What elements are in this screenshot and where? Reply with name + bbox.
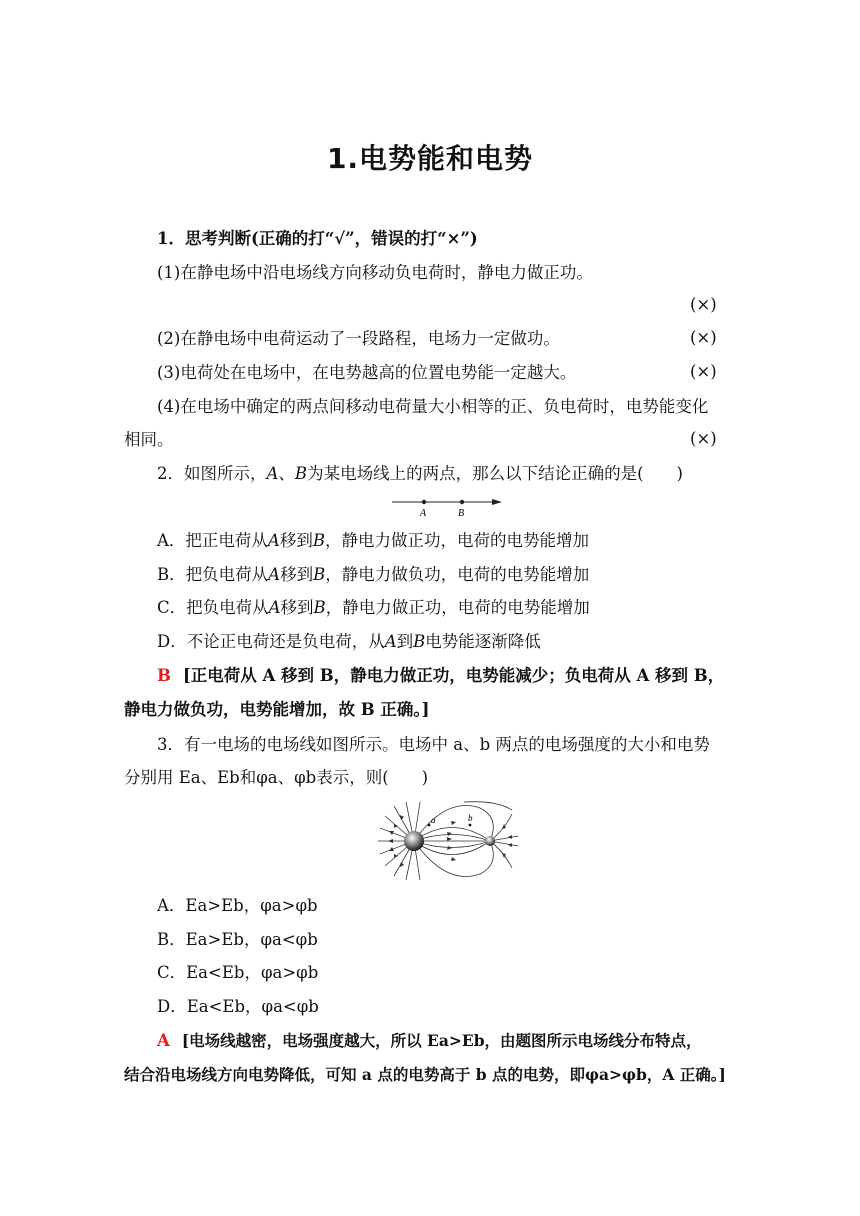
q2-option-a-part2: 移到 [279, 531, 313, 550]
q2-option-b-part3: ，静电力做负功，电荷的电势能增加 [325, 565, 590, 584]
q2-stem-pre: 2．如图所示， [157, 464, 267, 483]
page-title: 1.电势能和电势 [326, 142, 534, 175]
q2-option-d-part2: 到 [396, 632, 414, 651]
q1-item-3-mark: (×) [690, 362, 717, 381]
point-a-label: a [431, 815, 436, 825]
q2-stem-a: A [266, 464, 279, 483]
q2-field-line-figure [388, 494, 508, 518]
q3-answer-explanation: [电场线越密，电场强度越大，所以 Ea>Eb，由题图所示电场线分布特点， [181, 1031, 702, 1050]
q3-option-a: A．Ea>Eb，φa>φb [157, 896, 318, 915]
point-b-dot [469, 824, 472, 827]
point-a-label: A [420, 508, 427, 518]
q3-stem: 3．有一电场的电场线如图所示。电场中 a、b 两点的电场强度的大小和电势 [157, 735, 710, 754]
point-b-dot [460, 500, 464, 504]
point-b-label: b [468, 813, 473, 823]
q1-instruction: (正确的打“√”，错误的打“×”) [250, 229, 478, 248]
q2-option-b-part1: B．把负电荷从 [157, 565, 269, 584]
q2-option-a [157, 530, 589, 552]
q3-field-lines-figure [376, 800, 524, 882]
q1-heading: 思考判断 [184, 229, 251, 248]
q3-answer-letter: A [157, 1031, 170, 1050]
point-a-dot [422, 500, 426, 504]
q2-answer [157, 665, 724, 687]
field-lines [378, 802, 518, 880]
q2-answer-cont: 静电力做负功，电势能增加，故 B 正确。] [124, 700, 430, 719]
q2-option-c-part2: 移到 [280, 598, 314, 617]
q2-option-b-part2: 移到 [280, 565, 314, 584]
arrowhead-icon [492, 499, 502, 505]
q1-number: 1． [157, 229, 185, 248]
point-a-dot [428, 824, 431, 827]
q2-option-d-part1: D．不论正电荷还是负电荷，从 [157, 632, 385, 651]
q2-option-a-var1: A [267, 531, 280, 550]
q2-option-c-var1: A [268, 598, 281, 617]
q2-stem-b: B [294, 464, 308, 483]
q2-option-c-var2: B [313, 598, 326, 617]
q2-stem-post: 为某电场线上的两点，那么以下结论正确的是( ) [307, 464, 683, 483]
q2-stem [157, 463, 683, 485]
q2-option-b [157, 564, 589, 586]
q3-answer [157, 1030, 702, 1052]
q2-answer-letter: B [157, 666, 171, 685]
q2-option-a-var2: B [312, 531, 325, 550]
q1-item-4: (4)在电场中确定的两点间移动电荷量大小相等的正、负电荷时，电势能变化 [157, 397, 709, 416]
q2-option-a-part1: A．把正电荷从 [157, 531, 268, 550]
q1-item-3: (3)电荷处在电场中，在电势越高的位置电势能一定越大。 [157, 363, 577, 382]
q1-item-1-mark: (×) [690, 295, 717, 314]
q2-option-c-part3: ，静电力做正功，电荷的电势能增加 [325, 598, 590, 617]
q2-option-d-var1: A [384, 632, 397, 651]
small-charge [485, 836, 495, 846]
q1-item-4-cont: 相同。 [124, 430, 174, 449]
q2-option-d-part3: 电势能逐渐降低 [425, 632, 541, 651]
q3-option-d: D．Ea<Eb，φa<φb [157, 997, 319, 1016]
q2-option-c [157, 597, 590, 619]
q1-item-1: (1)在静电场中沿电场线方向移动负电荷时，静电力做正功。 [157, 263, 593, 282]
q3-option-c: C．Ea<Eb，φa>φb [157, 963, 319, 982]
q3-stem-cont: 分别用 Ea、Eb和φa、φb表示，则( ) [124, 768, 429, 787]
q1-item-2-mark: (×) [690, 328, 717, 347]
q2-option-d-var2: B [413, 632, 426, 651]
q1-item-4-mark: (×) [690, 429, 717, 448]
q2-option-b-var1: A [268, 565, 281, 584]
point-b-label: B [458, 508, 465, 518]
q2-option-b-var2: B [313, 565, 326, 584]
q1-item-2: (2)在静电场中电荷运动了一段路程，电场力一定做功。 [157, 329, 560, 348]
q2-option-d [157, 631, 541, 653]
q2-option-c-part1: C．把负电荷从 [157, 598, 269, 617]
q3-answer-cont: 结合沿电场线方向电势降低，可知 a 点的电势高于 b 点的电势，即φa>φb，A 正确。] [124, 1065, 726, 1084]
q2-option-a-part3: ，静电力做正功，电荷的电势能增加 [324, 531, 589, 550]
large-charge [404, 831, 424, 851]
q2-stem-sep: 、 [278, 464, 295, 483]
q1-header [157, 228, 478, 250]
q2-answer-explanation: [正电荷从 A 移到 B，静电力做正功，电势能减少；负电荷从 A 移到 B， [182, 666, 725, 685]
q3-option-b: B．Ea>Eb，φa<φb [157, 930, 318, 949]
